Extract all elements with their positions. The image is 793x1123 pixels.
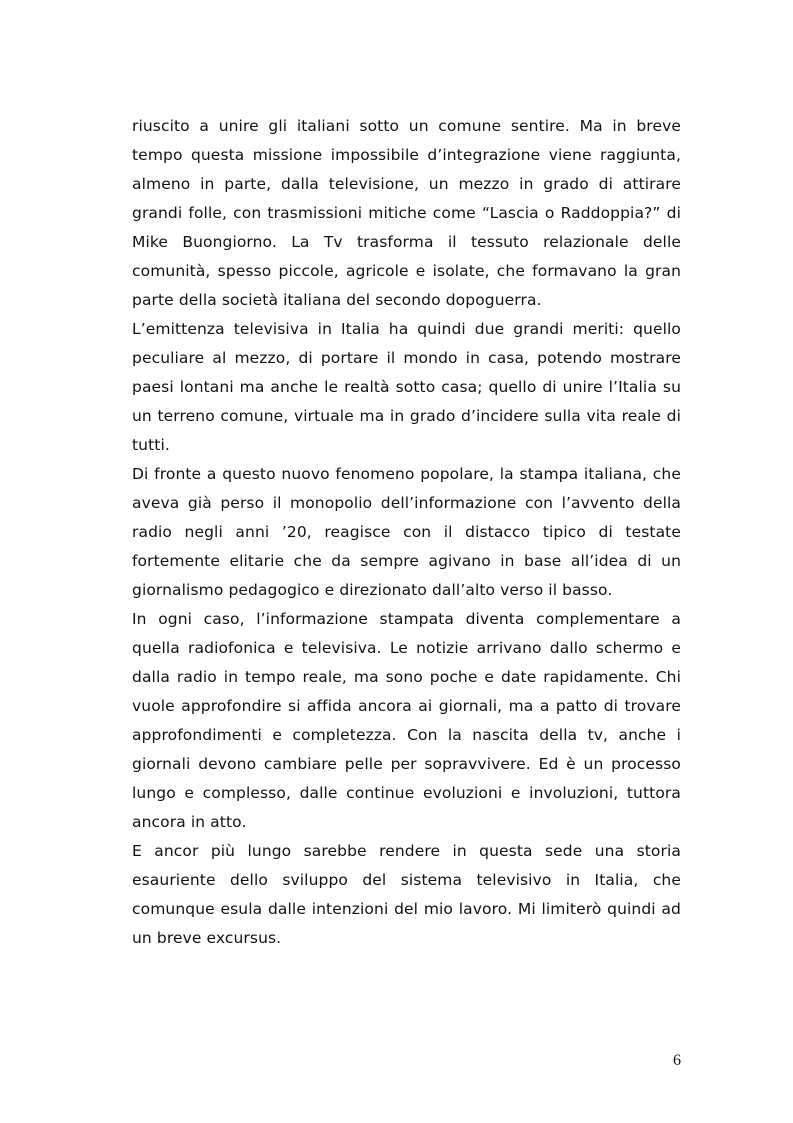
- page-number: 6: [673, 1052, 681, 1069]
- paragraph-1: riuscito a unire gli italiani sotto un comune sentire. Ma in breve tempo questa missione impossibile d’integrazione viene raggiunta, almeno in parte, dalla televisione, un mezzo in grado di attirare grandi folle, con trasmissioni mitiche come “Lascia o Raddoppia?” di Mike Buongiorno. La Tv trasforma il tessuto relazionale delle comunità, spesso piccole, agricole e isolate, che formavano la gran parte della società italiana del secondo dopoguerra.: [132, 117, 681, 309]
- paragraph-3: Di fronte a questo nuovo fenomeno popolare, la stampa italiana, che aveva già perso il monopolio dell’informazione con l’avvento della radio negli anni ’20, reagisce con il distacco tipico di testate fortemente elitarie che da sempre agivano in base all’idea di un giornalismo pedagogico e direzionato dall’alto verso il basso.: [132, 465, 681, 599]
- body-text: [132, 112, 681, 953]
- paragraph-4: In ogni caso, l’informazione stampata diventa complementare a quella radiofonica e televisiva. Le notizie arrivano dallo schermo e dalla radio in tempo reale, ma sono poche e date rapidamente. Chi vuole approfondire si affida ancora ai giornali, ma a patto di trovare approfondimenti e completezza. Con la nascita della tv, anche i giornali devono cambiare pelle per sopravvivere. Ed è un processo lungo e complesso, dalle continue evoluzioni e involuzioni, tuttora ancora in atto.: [132, 610, 681, 831]
- paragraph-2: L’emittenza televisiva in Italia ha quindi due grandi meriti: quello peculiare al mezzo, di portare il mondo in casa, potendo mostrare paesi lontani ma anche le realtà sotto casa; quello di unire l’Italia su un terreno comune, virtuale ma in grado d’incidere sulla vita reale di tutti.: [132, 320, 681, 454]
- paragraph-5: E ancor più lungo sarebbe rendere in questa sede una storia esauriente dello sviluppo del sistema televisivo in Italia, che comunque esula dalle intenzioni del mio lavoro. Mi limiterò quindi ad un breve excursus.: [132, 842, 681, 947]
